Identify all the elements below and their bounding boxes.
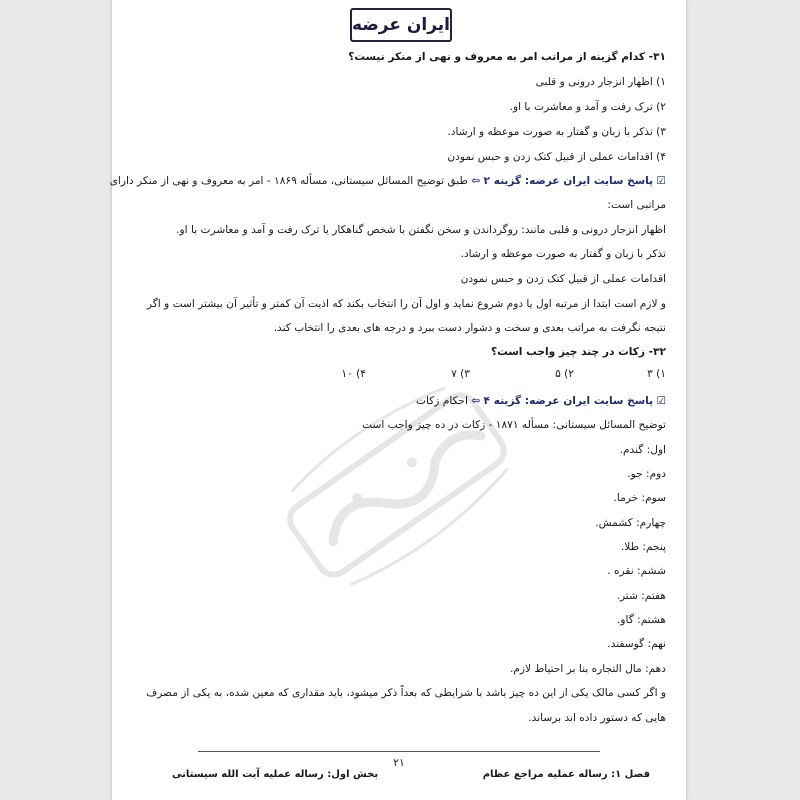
q31-answer-line bbox=[109, 174, 666, 188]
q31-detail-4: و لازم است ابتدا از مرتبه اول یا دوم شروع نماید و اول آن را انتخاب بکند که اذیت آن کمتر و تأثیر آن بیشتر است و اگر bbox=[146, 298, 666, 310]
logo-text: ایران عرضه bbox=[352, 15, 450, 35]
q31-detail-1: اظهار انزجار درونی و قلبی مانند: روگرداندن و سخن نگفتن با شخص گناهکار یا ترک رفت و آمد و معاشرت با او. bbox=[176, 224, 666, 236]
q32-answer-label: پاسخ سایت ایران عرضه: گزینه ۴ bbox=[483, 395, 654, 407]
question-32: ۳۲- زکات در چند چیز واجب است؟ bbox=[491, 346, 666, 358]
footer-divider bbox=[198, 751, 600, 752]
zakat-item-3: سوم: خرما. bbox=[613, 492, 666, 504]
page-number: ۲۱ bbox=[393, 757, 405, 769]
site-logo bbox=[350, 8, 452, 42]
q31-answer-text: طبق توضیح المسائل سیستانی، مسأله ۱۸۶۹ - امر به معروف و نهی از منکر دارای bbox=[109, 175, 468, 187]
question-31: ۳۱- کدام گزینه از مراتب امر به معروف و نهی از منکر نیست؟ bbox=[348, 51, 666, 63]
q32-answer-text: احکام زکات bbox=[416, 395, 468, 407]
q32-answer-line bbox=[130, 394, 666, 408]
zakat-item-8: هشتم: گاو. bbox=[617, 614, 666, 626]
arrow-left-icon: ⇦ bbox=[471, 175, 481, 187]
q31-option-3: ۳) تذکر با زبان و گفتار به صورت موعظه و ارشاد. bbox=[447, 126, 666, 138]
footer-chapter: فصل ۱: رساله عملیه مراجع عظام bbox=[482, 769, 650, 780]
q32-option-4: ۴) ۱۰ bbox=[341, 368, 366, 380]
q32-closing-1: و اگر کسی مالک یکی از این ده چیز باشد با شرایطی که بعداً ذکر میشود، باید مقداری که معین شده، به یکی از مصرف bbox=[146, 687, 666, 699]
q32-closing-2: هایی که دستور داده اند برساند. bbox=[528, 712, 666, 724]
q31-option-2: ۲) ترک رفت و آمد و معاشرت با او. bbox=[509, 101, 666, 113]
checkbox-icon: ☑ bbox=[656, 395, 666, 407]
q31-option-1: ۱) اظهار انزجار درونی و قلبی bbox=[535, 76, 666, 88]
document-page bbox=[109, 0, 686, 800]
zakat-item-6: ششم: نقره . bbox=[607, 565, 666, 577]
q32-options bbox=[130, 368, 666, 382]
arrow-left-icon: ⇦ bbox=[471, 395, 481, 407]
zakat-item-4: چهارم: کشمش. bbox=[595, 517, 666, 529]
q32-option-3: ۳) ۷ bbox=[451, 368, 470, 380]
q31-answer-continuation: مراتبی است: bbox=[607, 199, 666, 211]
q32-intro: توضیح المسائل سیستانی: مسأله ۱۸۷۱ - زکات در ده چیز واجب است bbox=[362, 419, 666, 431]
zakat-item-7: هفتم: شتر. bbox=[616, 590, 666, 602]
checkbox-icon: ☑ bbox=[656, 175, 666, 187]
q31-option-4: ۴) اقدامات عملی از قبیل کتک زدن و حبس نمودن bbox=[447, 151, 666, 163]
zakat-item-2: دوم: جو. bbox=[627, 468, 666, 480]
q32-option-2: ۲) ۵ bbox=[555, 368, 574, 380]
watermark-logo bbox=[262, 375, 532, 595]
q31-detail-5: نتیجه نگرفت به مراتب بعدی و سخت و دشوار دست ببرد و درجه های بعدی را انتخاب کند. bbox=[273, 322, 666, 334]
q31-answer-label: پاسخ سایت ایران عرضه: گزینه ۲ bbox=[483, 175, 654, 187]
zakat-item-9: نهم: گوسفند. bbox=[607, 638, 666, 650]
q31-detail-2: تذکر با زبان و گفتار به صورت موعظه و ارشاد. bbox=[460, 248, 666, 260]
zakat-item-10: دهم: مال التجاره بنا بر احتیاط لازم. bbox=[510, 663, 666, 675]
q32-option-1: ۱) ۳ bbox=[647, 368, 666, 380]
q31-detail-3: اقدامات عملی از قبیل کتک زدن و حبس نمودن bbox=[460, 273, 666, 285]
zakat-item-1: اول: گندم. bbox=[619, 444, 666, 456]
footer-section: بخش اول: رساله عملیه آیت الله سیستانی bbox=[172, 769, 379, 780]
zakat-item-5: پنجم: طلا. bbox=[620, 541, 666, 553]
